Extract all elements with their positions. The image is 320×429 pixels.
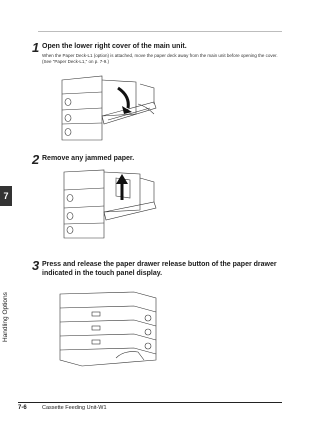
chapter-number: 7 bbox=[3, 191, 9, 201]
step-title: Press and release the paper drawer release button of the paper drawer indicated in the touch panel display. bbox=[42, 261, 277, 277]
step-number: 1 bbox=[32, 40, 40, 55]
step-title: Open the lower right cover of the main unit. bbox=[42, 43, 187, 50]
top-rule bbox=[38, 31, 282, 32]
page-number: 7-6 bbox=[18, 405, 27, 411]
section-title: Cassette Feeding Unit-W1 bbox=[42, 405, 107, 411]
chapter-label: Handling Options bbox=[2, 292, 9, 342]
step-number: 3 bbox=[32, 258, 40, 273]
release-drawer-illustration bbox=[54, 290, 160, 368]
chapter-tab bbox=[0, 186, 12, 206]
open-cover-illustration bbox=[58, 74, 158, 142]
footer-rule bbox=[18, 402, 282, 403]
step-number: 2 bbox=[32, 152, 40, 167]
step-note: When the Paper Deck-L1 (option) is attached, move the paper deck away from the main unit before opening the cover. (See "Paper Deck-L1," on p. 7-9.) bbox=[42, 53, 278, 64]
step-title: Remove any jammed paper. bbox=[42, 155, 135, 162]
remove-jammed-paper-illustration bbox=[60, 168, 158, 240]
